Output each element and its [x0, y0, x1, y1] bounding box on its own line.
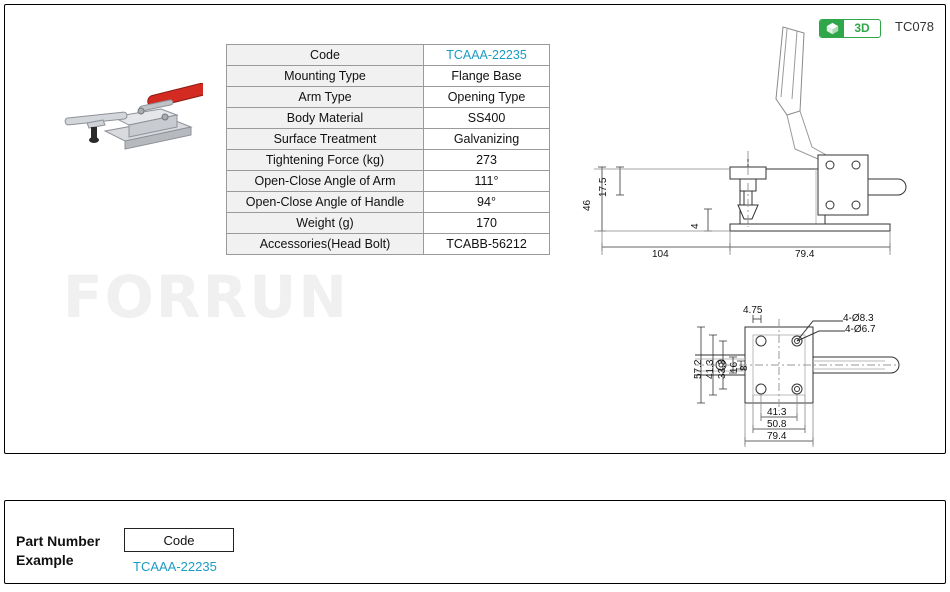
part-number-example-title-line1: Part Number — [16, 533, 101, 549]
spec-label: Weight (g) — [227, 213, 424, 234]
spec-value: TCABB-56212 — [424, 234, 550, 255]
dim-8: 8 — [739, 365, 750, 371]
spec-label: Open-Close Angle of Handle — [227, 192, 424, 213]
spec-label: Open-Close Angle of Arm — [227, 171, 424, 192]
spec-label: Body Material — [227, 108, 424, 129]
spec-label: Tightening Force (kg) — [227, 150, 424, 171]
spec-value: Opening Type — [424, 87, 550, 108]
spec-label: Surface Treatment — [227, 129, 424, 150]
spec-value: 111° — [424, 171, 550, 192]
spec-value: TCAAA-22235 — [424, 45, 550, 66]
dim-79-4: 79.4 — [795, 249, 815, 260]
top-view-drawing — [695, 305, 935, 455]
dim-104: 104 — [652, 249, 669, 260]
dim-4-75: 4.75 — [743, 305, 763, 316]
dim-hole-8-3: 4-Ø8.3 — [843, 313, 874, 324]
spec-value: 170 — [424, 213, 550, 234]
table-row — [227, 129, 550, 150]
main-drawing-panel — [4, 4, 946, 454]
watermark-text: FORRUN — [63, 263, 349, 331]
spec-label: Accessories(Head Bolt) — [227, 234, 424, 255]
part-number-example-title-line2: Example — [16, 552, 74, 568]
spec-value: 273 — [424, 150, 550, 171]
table-row — [227, 150, 550, 171]
part-number-example-title — [16, 532, 100, 570]
table-row — [227, 108, 550, 129]
side-view-svg — [580, 19, 930, 269]
spec-label: Arm Type — [227, 87, 424, 108]
dim-33-3: 33.3 — [717, 359, 728, 379]
product-photo — [43, 83, 203, 163]
table-row — [227, 192, 550, 213]
dim-46: 46 — [582, 199, 593, 211]
dim-50-8: 50.8 — [767, 419, 787, 430]
part-number-value: TCAAA-22235 — [133, 559, 217, 574]
dim-41-3-vertical: 41.3 — [705, 359, 716, 379]
table-row — [227, 45, 550, 66]
dim-57-2: 57.2 — [693, 359, 704, 379]
spec-value: Galvanizing — [424, 129, 550, 150]
table-row — [227, 87, 550, 108]
table-row — [227, 66, 550, 87]
spec-label: Mounting Type — [227, 66, 424, 87]
table-row — [227, 234, 550, 255]
dim-41-3-horizontal: 41.3 — [767, 407, 787, 418]
spec-value: SS400 — [424, 108, 550, 129]
spec-value: 94° — [424, 192, 550, 213]
part-number-code-box — [124, 528, 234, 552]
specification-table — [226, 44, 550, 255]
dim-17-5: 17.5 — [598, 177, 609, 197]
side-view-drawing — [580, 19, 930, 269]
dim-4: 4 — [690, 223, 701, 229]
dim-79-4-top: 79.4 — [767, 431, 787, 442]
table-row — [227, 213, 550, 234]
spec-table-body — [227, 45, 550, 255]
badge-3d-label: 3D — [854, 21, 870, 35]
dim-hole-6-7: 4-Ø6.7 — [845, 324, 876, 335]
part-number-code-label: Code — [163, 532, 195, 548]
dim-16: 16 — [729, 361, 740, 373]
top-view-svg — [695, 305, 935, 455]
page-code-tag: TC078 — [895, 19, 935, 34]
table-row — [227, 171, 550, 192]
spec-value: Flange Base — [424, 66, 550, 87]
watermark-logo — [63, 263, 349, 331]
spec-label: Code — [227, 45, 424, 66]
